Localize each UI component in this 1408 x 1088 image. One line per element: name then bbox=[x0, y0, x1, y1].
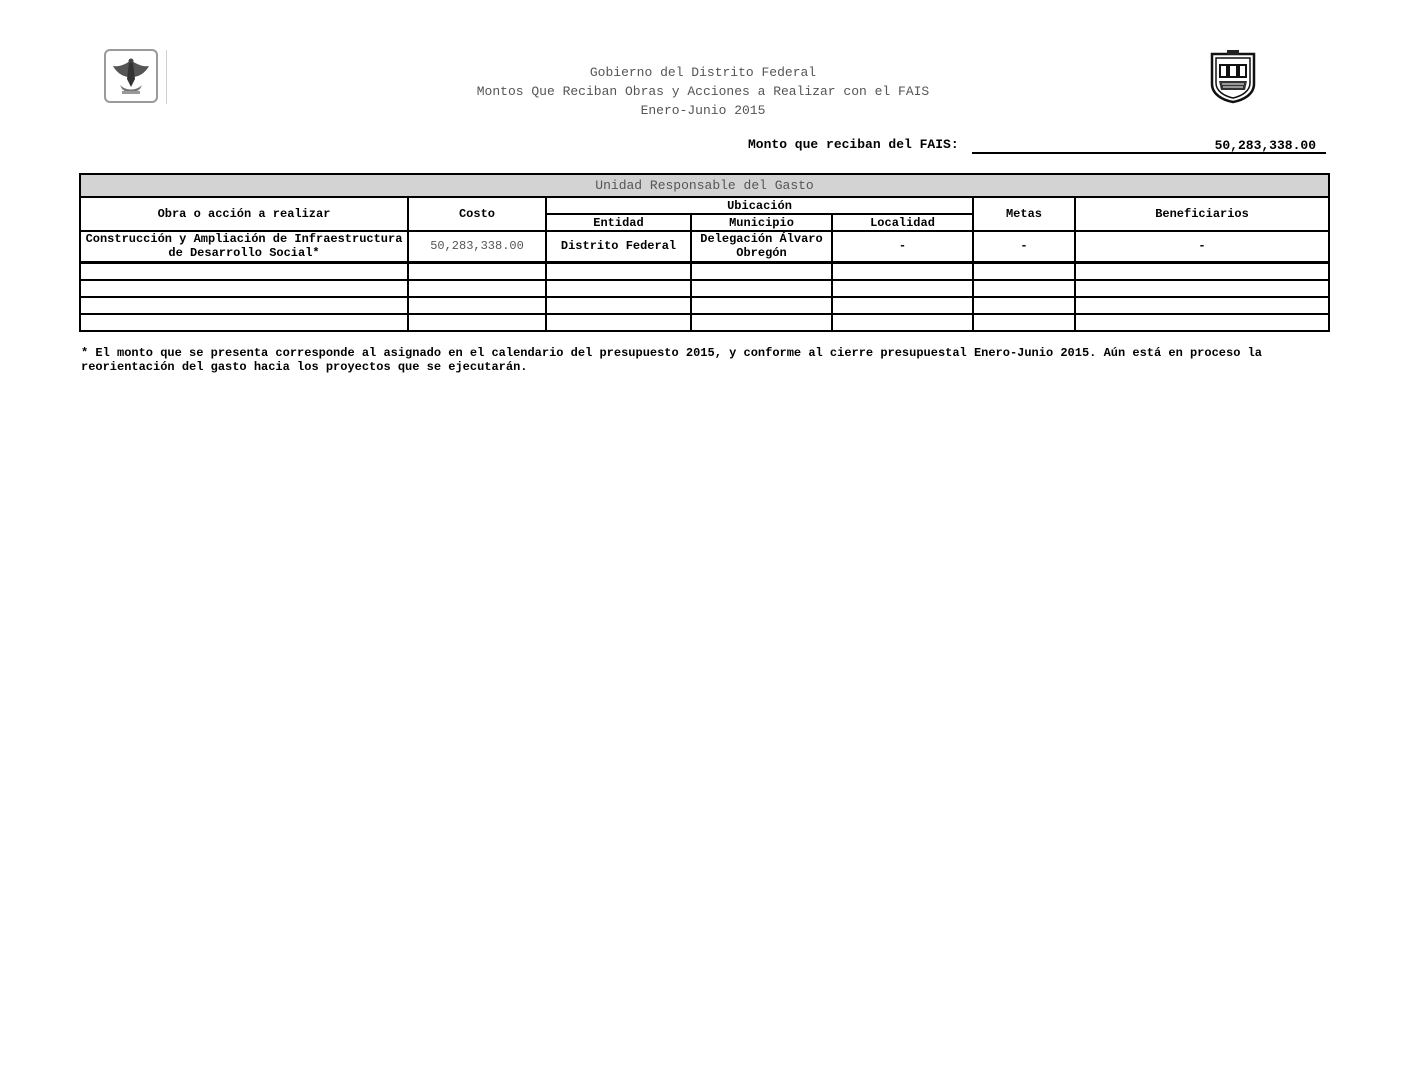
angel-emblem-icon bbox=[104, 49, 158, 103]
section-title: Unidad Responsable del Gasto bbox=[80, 174, 1329, 197]
col-header-localidad: Localidad bbox=[832, 214, 973, 231]
col-header-ubicacion: Ubicación bbox=[546, 197, 973, 214]
col-header-costo: Costo bbox=[408, 197, 546, 231]
col-header-municipio: Municipio bbox=[691, 214, 832, 231]
cell-localidad: - bbox=[832, 231, 973, 262]
table-row-empty bbox=[80, 262, 1329, 280]
col-header-obra: Obra o acción a realizar bbox=[80, 197, 408, 231]
cell-municipio: Delegación Álvaro Obregón bbox=[691, 231, 832, 262]
cell-entidad: Distrito Federal bbox=[546, 231, 691, 262]
cell-metas: - bbox=[973, 231, 1075, 262]
table-row-empty bbox=[80, 297, 1329, 314]
table-row bbox=[80, 231, 1329, 262]
header-period: Enero-Junio 2015 bbox=[640, 103, 766, 118]
header-government: Gobierno del Distrito Federal bbox=[589, 65, 817, 80]
cell-beneficiarios: - bbox=[1075, 231, 1329, 262]
coat-of-arms-icon bbox=[1208, 50, 1258, 104]
report-header bbox=[350, 63, 1056, 120]
cell-obra: Construcción y Ampliación de Infraestructura de Desarrollo Social* bbox=[80, 231, 408, 262]
fais-table bbox=[79, 173, 1330, 332]
footnote: * El monto que se presenta corresponde al asignado en el calendario del presupuesto 2015, y conforme al cierre presupuestal Enero-Junio 2015. Aún está en proceso la reorientación del gasto hacia los proyectos que se ejecutarán. bbox=[81, 346, 1262, 374]
table-row-empty bbox=[80, 280, 1329, 297]
table-row-empty bbox=[80, 314, 1329, 331]
col-header-entidad: Entidad bbox=[546, 214, 691, 231]
header-report-title: Montos Que Reciban Obras y Acciones a Realizar con el FAIS bbox=[476, 84, 930, 99]
logo-divider bbox=[166, 50, 167, 104]
col-header-beneficiarios: Beneficiarios bbox=[1075, 197, 1329, 231]
monto-fais-label: Monto que reciban del FAIS: bbox=[748, 137, 959, 152]
cell-costo: 50,283,338.00 bbox=[408, 231, 546, 262]
monto-fais-value: 50,283,338.00 bbox=[972, 137, 1326, 154]
col-header-metas: Metas bbox=[973, 197, 1075, 231]
